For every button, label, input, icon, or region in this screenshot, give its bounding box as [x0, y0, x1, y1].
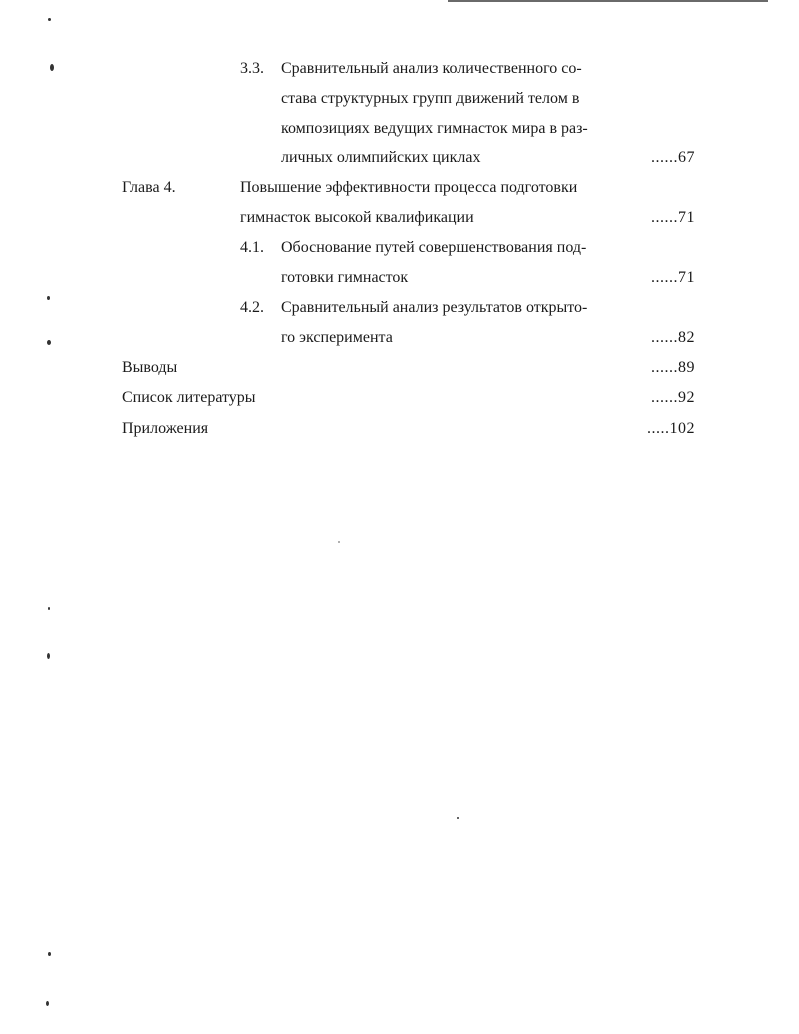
toc-page-number: ......82	[651, 329, 695, 346]
toc-chapter-label: Глава 4.	[122, 179, 176, 196]
scan-top-rule	[448, 0, 768, 2]
toc-entry-number: 4.1.	[240, 239, 264, 256]
toc-page-number: ......89	[651, 359, 695, 376]
scan-speck	[47, 653, 50, 659]
scan-speck	[48, 18, 51, 21]
toc-entry-title-line: готовки гимнасток	[281, 269, 409, 286]
toc-page-number: ......71	[651, 269, 695, 286]
toc-entry-title-line: Сравнительный анализ результатов открыто-	[281, 299, 588, 316]
toc-entry-title-line: го эксперимента	[281, 329, 393, 346]
toc-entry-title-line: Выводы	[122, 359, 178, 376]
toc-entry-title-line: гимнасток высокой квалификации	[240, 209, 474, 226]
scan-speck	[457, 817, 459, 819]
toc-page-number: ......71	[651, 209, 695, 226]
toc-entry-number: 4.2.	[240, 299, 264, 316]
toc-entry-title-line: Обоснование путей совершенствования под-	[281, 239, 587, 256]
scan-speck	[48, 607, 50, 610]
toc-page-number: ......92	[651, 389, 695, 406]
toc-page-number: ......67	[651, 149, 695, 166]
scan-speck	[50, 64, 54, 71]
scan-speck	[48, 952, 51, 956]
toc-entry-title-line: Повышение эффективности процесса подготовки	[240, 179, 578, 196]
toc-entry-title-line: Приложения	[122, 420, 209, 437]
toc-entry-title-line: личных олимпийских циклах	[281, 149, 481, 166]
scan-speck	[47, 296, 50, 300]
toc-entry-title-line: става структурных групп движений телом в	[281, 90, 580, 107]
scan-speck	[47, 340, 51, 345]
scan-speck	[46, 1001, 49, 1006]
toc-page-number: .....102	[647, 420, 695, 437]
toc-entry-title-line: Сравнительный анализ количественного со-	[281, 60, 582, 77]
scan-speck	[338, 541, 340, 543]
toc-entry-number: 3.3.	[240, 60, 264, 77]
toc-entry-title-line: композициях ведущих гимнасток мира в раз-	[281, 120, 588, 137]
toc-entry-title-line: Список литературы	[122, 389, 256, 406]
